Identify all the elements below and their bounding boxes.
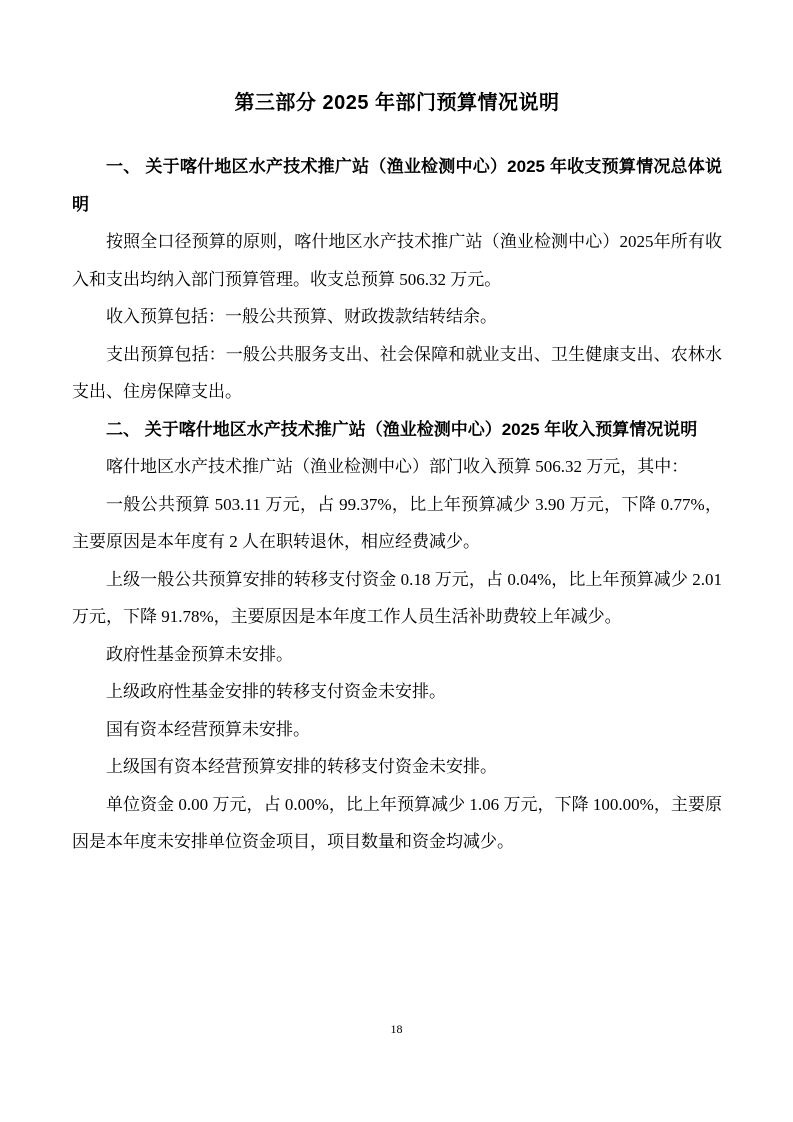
- document-title: 第三部分 2025 年部门预算情况说明: [234, 92, 560, 114]
- body-paragraph: 喀什地区水产技术推广站（渔业检测中心）部门收入预算 506.32 万元，其中：: [106, 457, 689, 476]
- body-paragraph: 一般公共预算 503.11 万元，占 99.37%，比上年预算减少 3.90 万元，下降 0.77%，主要原因是本年度有 2 人在职转退休，相应经费减少。: [72, 494, 722, 551]
- section-heading: 二、 关于喀什地区水产技术推广站（渔业检测中心）2025 年收入预算情况说明: [106, 419, 698, 439]
- body-paragraph: 单位资金 0.00 万元，占 0.00%，比上年预算减少 1.06 万元，下降 100.00%，主要原因是本年度未安排单位资金项目，项目数量和资金均减少。: [72, 794, 722, 851]
- body-paragraph: 政府性基金预算未安排。: [106, 644, 293, 664]
- body-paragraph: 上级一般公共预算安排的转移支付资金 0.18 万元，占 0.04%，比上年预算减少 2.01 万元，下降 91.78%，主要原因是本年度工作人员生活补助费较上年减少。: [72, 569, 722, 626]
- page-number: 18: [390, 1022, 403, 1036]
- body-paragraph: 支出预算包括：一般公共服务支出、社会保障和就业支出、卫生健康支出、农林水支出、住房保障支出。: [72, 344, 722, 401]
- body-paragraph: 收入预算包括：一般公共预算、财政拨款结转结余。: [106, 307, 497, 326]
- document-body: [72, 148, 722, 861]
- body-paragraph: 国有资本经营预算未安排。: [106, 719, 310, 739]
- section-heading: 一、 关于喀什地区水产技术推广站（渔业检测中心）2025 年收支预算情况总体说明: [72, 157, 722, 214]
- body-paragraph: 上级国有资本经营预算安排的转移支付资金未安排。: [106, 757, 497, 776]
- body-paragraph: 上级政府性基金安排的转移支付资金未安排。: [106, 682, 446, 701]
- body-paragraph: 按照全口径预算的原则，喀什地区水产技术推广站（渔业检测中心）2025年所有收入和支出均纳入部门预算管理。收支总预算 506.32 万元。: [72, 232, 722, 289]
